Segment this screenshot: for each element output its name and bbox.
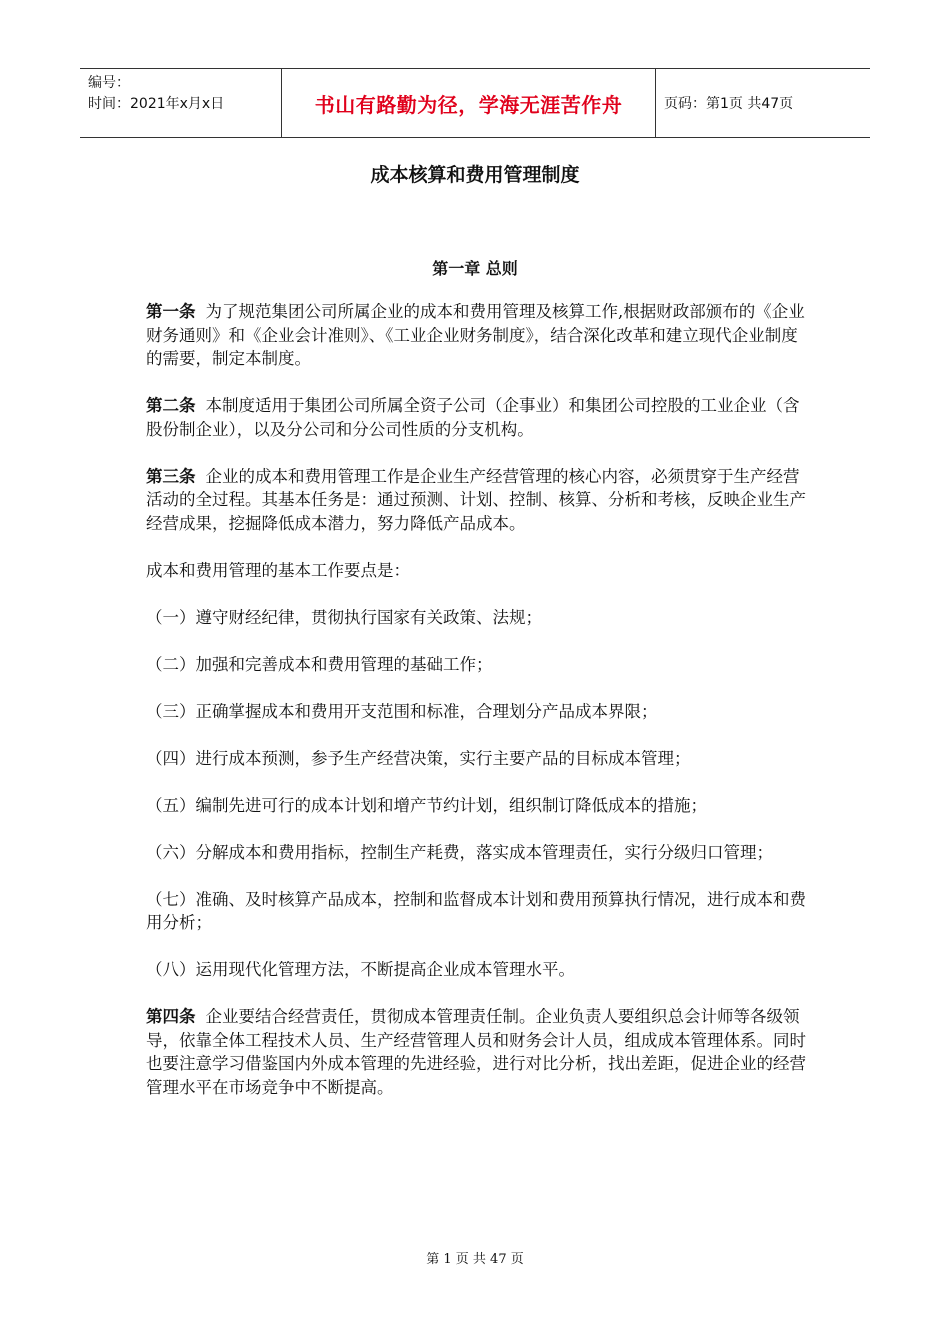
chapter-heading: 第一章 总则 (432, 259, 518, 278)
point-item: （四）进行成本预测，参予生产经营决策，实行主要产品的目标成本管理； (146, 748, 691, 768)
point-item: （七）准确、及时核算产品成本，控制和监督成本计划和费用预算执行情况，进行成本和费用分析； (146, 889, 806, 932)
point-item: （一）遵守财经纪律，贯彻执行国家有关政策、法规； (146, 607, 542, 627)
article-4 (146, 1005, 806, 1099)
article-text: 为了规范集团公司所属企业的成本和费用管理及核算工作,根据财政部颁布的《企业财务通则》和《企业会计准则》、《工业企业财务制度》，结合深化改革和建立现代企业制度的需要，制定本制度。 (146, 302, 805, 368)
point-item: （八）运用现代化管理方法，不断提高企业成本管理水平。 (146, 960, 575, 979)
points-intro: 成本和费用管理的基本工作要点是： (146, 560, 410, 580)
article-3 (146, 465, 806, 536)
point-item: （六）分解成本和费用指标，控制生产耗费，落实成本管理责任，实行分级归口管理； (146, 842, 773, 862)
point-item: （三）正确掌握成本和费用开支范围和标准，合理划分产品成本界限； (146, 701, 658, 721)
point-item: （二）加强和完善成本和费用管理的基础工作； (146, 654, 493, 674)
article-label: 第二条 (146, 396, 196, 415)
header-meta (80, 69, 282, 137)
document-number: 编号： (88, 75, 130, 91)
document-header (80, 68, 870, 138)
page-footer: 第 1 页 共 47 页 (426, 1252, 524, 1267)
article-text: 本制度适用于集团公司所属全资子公司（企事业）和集团公司控股的工业企业（含股份制企业），以及分公司和分公司性质的分支机构。 (146, 396, 800, 439)
article-2 (146, 394, 806, 441)
header-motto: 书山有路勤为径，学海无涯苦作舟 (282, 69, 656, 137)
article-text: 企业要结合经营责任，贯彻成本管理责任制。企业负责人要组织总会计师等各级领导，依靠全体工程技术人员、生产经营管理人员和财务会计人员，组成成本管理体系。同时也要注意学习借鉴国内外成本管理的先进经验，进行对比分析，找出差距，促进企业的经营管理水平在市场竞争中不断提高。 (146, 1007, 806, 1097)
article-label: 第三条 (146, 466, 196, 486)
document-body (146, 300, 806, 1123)
article-label: 第四条 (146, 1007, 196, 1026)
document-date: 时间：2021年x月x日 (88, 96, 225, 112)
point-item: （五）编制先进可行的成本计划和增产节约计划，组织制订降低成本的措施； (146, 795, 707, 815)
article-text: 企业的成本和费用管理工作是企业生产经营管理的核心内容，必须贯穿于生产经营活动的全过程。其基本任务是：通过预测、计划、控制、核算、分析和考核，反映企业生产经营成果，挖掘降低成本潜力，努力降低产品成本。 (146, 466, 806, 533)
article-label: 第一条 (146, 302, 196, 321)
header-page-info: 页码：第1页 共47页 (664, 96, 794, 112)
document-title: 成本核算和费用管理制度 (370, 164, 580, 186)
article-1 (146, 300, 806, 371)
